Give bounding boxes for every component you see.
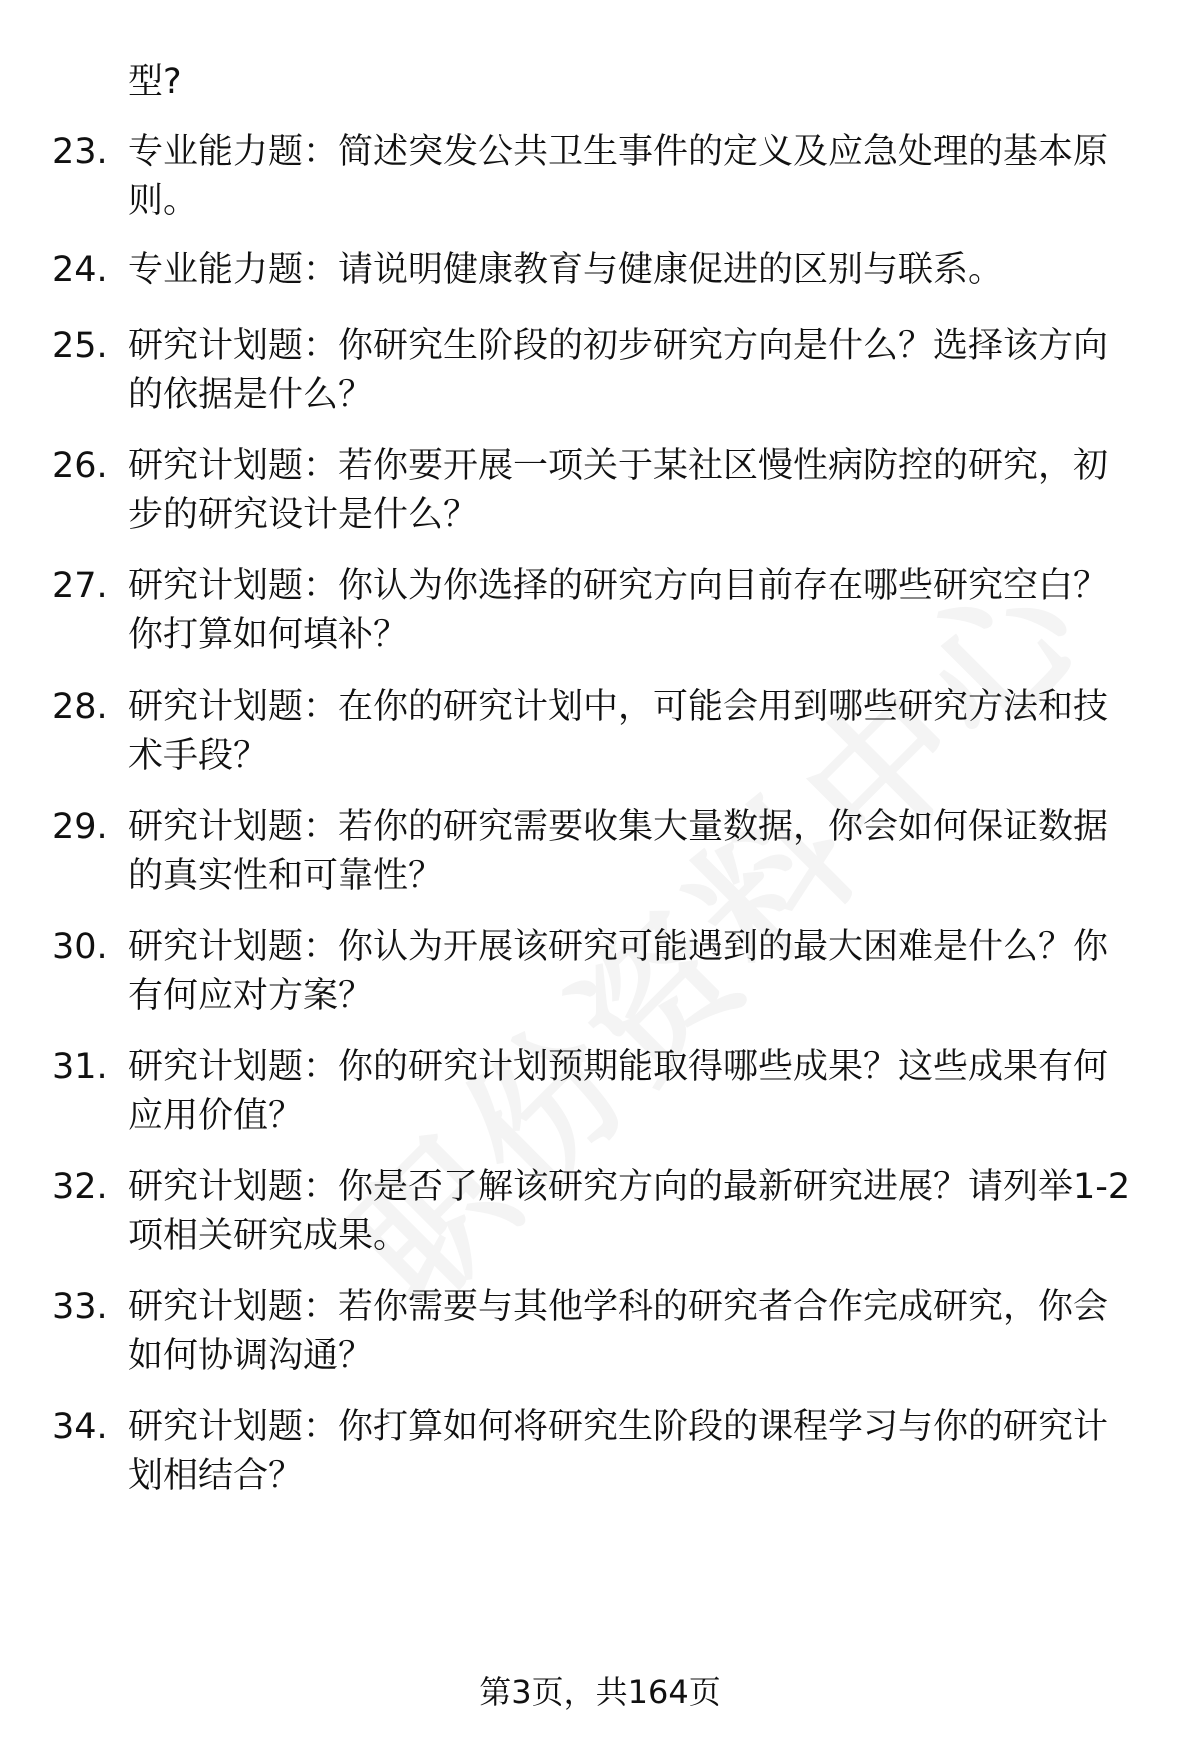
question-text: 专业能力题：简述突发公共卫生事件的定义及应急处理的基本原则。 [128, 132, 1109, 221]
question-number: 25. [52, 326, 108, 366]
question-text: 研究计划题：你打算如何将研究生阶段的课程学习与你的研究计划相结合？ [128, 1407, 1109, 1496]
question-number: 27. [52, 566, 108, 606]
question-text: 研究计划题：若你的研究需要收集大量数据，你会如何保证数据的真实性和可靠性？ [128, 807, 1109, 896]
question-number: 28. [52, 687, 108, 727]
question-number: 34. [52, 1407, 108, 1447]
question-number: 30. [52, 927, 108, 967]
question-number: 23. [52, 132, 108, 172]
question-text: 研究计划题：你认为开展该研究可能遇到的最大困难是什么？你有何应对方案？ [128, 927, 1109, 1016]
question-text: 研究计划题：你认为你选择的研究方向目前存在哪些研究空白？你打算如何填补？ [128, 566, 1109, 655]
question-number: 24. [52, 250, 108, 290]
page-number-footer: 第3页，共164页 [479, 1673, 721, 1711]
question-number: 26. [52, 446, 108, 486]
continuation-text: 型? [128, 62, 182, 102]
question-number: 32. [52, 1167, 108, 1207]
question-text: 研究计划题：你研究生阶段的初步研究方向是什么？选择该方向的依据是什么？ [128, 326, 1109, 415]
question-text: 研究计划题：你的研究计划预期能取得哪些成果？这些成果有何应用价值？ [128, 1047, 1109, 1136]
question-text: 研究计划题：若你要开展一项关于某社区慢性病防控的研究，初步的研究设计是什么？ [128, 446, 1109, 535]
question-number: 29. [52, 807, 108, 847]
question-text: 研究计划题：若你需要与其他学科的研究者合作完成研究，你会如何协调沟通？ [128, 1287, 1109, 1376]
question-text: 研究计划题：你是否了解该研究方向的最新研究进展？请列举1-2项相关研究成果。 [128, 1167, 1131, 1256]
question-text: 研究计划题：在你的研究计划中，可能会用到哪些研究方法和技术手段？ [128, 687, 1109, 776]
question-text: 专业能力题：请说明健康教育与健康促进的区别与联系。 [128, 250, 1004, 290]
question-number: 31. [52, 1047, 108, 1087]
question-number: 33. [52, 1287, 108, 1327]
